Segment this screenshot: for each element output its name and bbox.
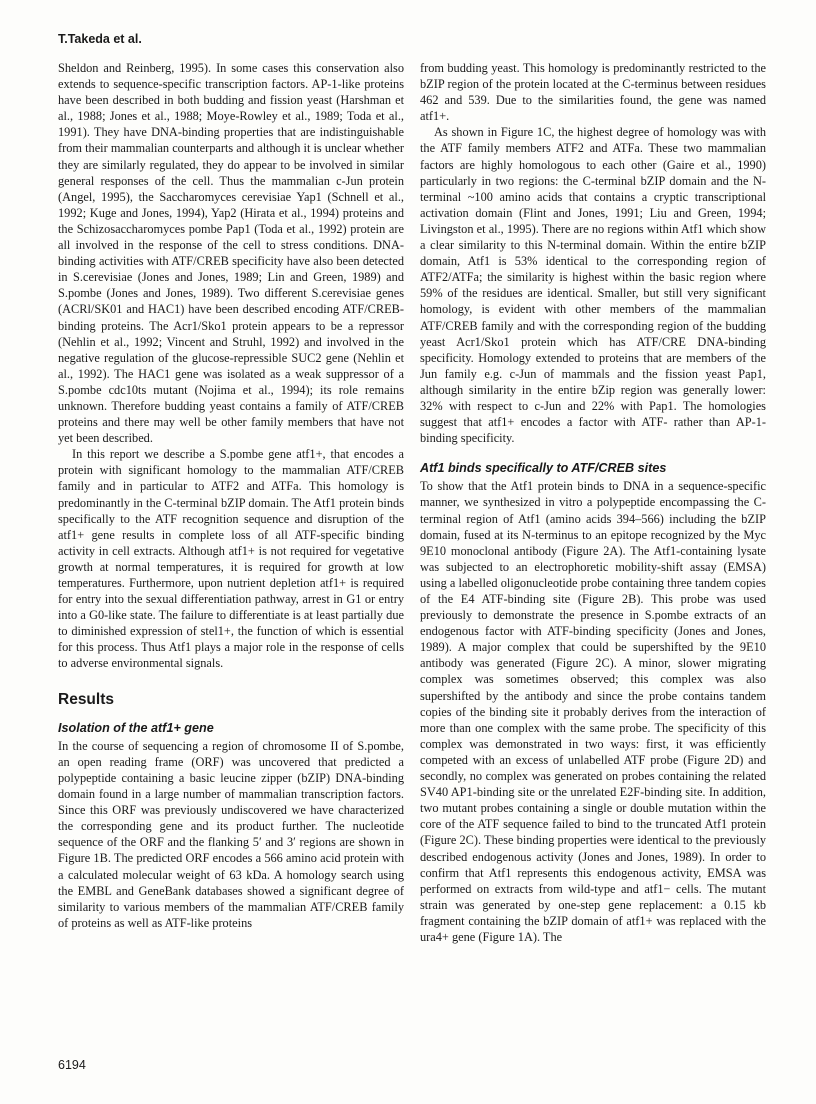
results-heading: Results <box>58 690 114 708</box>
intro-paragraph-1: Sheldon and Reinberg, 1995). In some cases this conservation also extends to sequence-specific transcription factors. AP-1-like proteins have been described in both budding and fission yeast (Harshman et al., 1988; Jones et al., 1988; Moye-Rowley et al., 1989; Toda et al., 1991). They have DNA-binding properties that are indistinguishable from their mammalian counterparts and although it is unclear whether they are similarly regulated, they do appear to be involved in similar general responses of the cell. Thus the mammalian c-Jun protein (Angel, 1995), the Saccharomyces cerevisiae Yap1 (Schnell et al., 1992; Kuge and Jones, 1994), Yap2 (Hirata et al., 1994) proteins and the Schizosaccharomyces pombe Pap1 (Toda et al., 1992) protein are all involved in the response of the cell to stress conditions. DNA-binding activities with ATF/CREB specificity have also been detected in S.cerevisiae (Jones and Jones, 1989; Lin and Green, 1989) and S.pombe (Jones and Jones, 1989). Two different S.cerevisiae genes (ACRl/SK01 and HAC1) have been described encoding ATF/CREB-binding proteins. The Acr1/Sko1 protein appears to be a repressor (Nehlin et al., 1992; Vincent and Struhl, 1992) and involved in the negative regulation of the glucose-repressible SUC2 gene (Nehlin et al., 1992). The HAC1 gene was isolated as a weak suppressor of a S.pombe cdc10ts mutant (Nojima et al., 1994); its role remains unknown. Therefore budding yeast contains a family of ATF/CREB proteins and there may well be other family members that have not yet been described. <box>58 61 404 446</box>
isolation-subheading: Isolation of the atf1+ gene <box>58 720 214 735</box>
isolation-paragraph: In the course of sequencing a region of chromosome II of S.pombe, an open reading frame (ORF) was uncovered that predicted a polypeptide containing a basic leucine zipper (bZIP) DNA-binding domain found in a large number of mammalian transcription factors. Since this ORF was previously undiscovered we have characterized the corresponding gene and its product further. The nucleotide sequence of the ORF and the flanking 5′ and 3′ regions are shown in Figure 1B. The predicted ORF encodes a 566 amino acid protein with a calculated molecular weight of 63 kDa. A homology search using the EMBL and GeneBank databases showed a significant degree of similarity to various members of the mammalian ATF/CREB family of proteins as well as ATF-like proteins <box>58 738 404 930</box>
right-column <box>420 60 766 945</box>
intro-paragraph-2: In this report we describe a S.pombe gene atf1+, that encodes a protein with significant homology to the mammalian ATF/CREB family and in particular to ATF2 and ATFa. This homology is predominantly in the C-terminal bZIP domain. The Atf1 protein binds specifically to the ATF recognition sequence and disruption of the atf1+ gene results in complete loss of all ATF-specific binding activity in cell extracts. Although atf1+ is not required for vegetative growth at normal temperatures, it is required for growth at low temperatures. Furthermore, upon nutrient depletion atf1+ is required for entry into the sexual differentiation pathway, arrest in G1 or entry into a G0-like state. The failure to differentiate is at least partially due to diminished expression of stel1+, the function of which is essential for this process. Thus Atf1 plays a major role in the response of cells to adverse environmental signals. <box>58 447 404 671</box>
continued-paragraph: from budding yeast. This homology is predominantly restricted to the bZIP region of the protein located at the C-terminus between residues 462 and 539. Due to the similarities found, the gene was named atf1+. <box>420 61 766 124</box>
page-number: 6194 <box>58 1058 86 1072</box>
left-column <box>58 60 404 931</box>
running-head: T.Takeda et al. <box>58 32 142 46</box>
binding-subheading: Atf1 binds specifically to ATF/CREB sites <box>420 461 667 476</box>
homology-paragraph: As shown in Figure 1C, the highest degree of homology was with the ATF family members ATF2 and ATFa. These two mammalian factors are highly homologous to each other (Gaire et al., 1990) particularly in two regions: the C-terminal bZIP domain and the N-terminal ~100 amino acids that contains a cryptic transcriptional activation domain (Flint and Jones, 1991; Liu and Green, 1994; Livingston et al., 1995). There are no regions within Atf1 which show a clear similarity to this N-terminal domain. Within the entire bZIP domain, Atf1 is 53% identical to the corresponding region of ATF2/ATFa; the similarity is highest within the basic region where 59% of the residues are identical. Smaller, but still very significant homology, is evident with other members of the mammalian ATF/CREB family and with the corresponding region of the budding yeast Acr1/Sko1 protein which has ATF/CRE DNA-binding specificity. Homology extended to proteins that are members of the Jun family e.g. c-Jun of mammals and the fission yeast Pap1, although similarity in the entire bZip region was generally lower: 32% with respect to c-Jun and 22% with Pap1. The homologies suggest that atf1+ encodes a factor with ATF- rather than AP-1-binding specificity. <box>420 125 766 446</box>
binding-paragraph: To show that the Atf1 protein binds to DNA in a sequence-specific manner, we synthesized in vitro a polypeptide encompassing the C-terminal region of Atf1 (amino acids 394–566) including the bZIP domain, fused at its N-terminus to an epitope recognized by the Myc 9E10 monoclonal antibody (Figure 2A). The Atf1-containing lysate was subjected to an electrophoretic mobility-shift assay (EMSA) using a labelled oligonucleotide probe containing three tandem copies of the E4 ATF-binding site (Figure 2B). This probe was used previously to demonstrate the presence in S.pombe extracts of an endogenous factor with ATF-binding specificity (Jones and Jones, 1989). A major complex that could be supershifted by the 9E10 antibody was generated (Figure 2C). A minor, slower migrating complex was sometimes observed; this complex was also supershifted by the antibody and since the probe contains tandem copies of the binding site it probably derives from the interaction of more than one complex with the same probe. The specificity of this complex was demonstrated in two ways: first, it was efficiently competed with an excess of unlabelled ATF probe (Figure 2D) and secondly, no complex was generated on probes containing the related SV40 AP1-binding site or the unrelated E2F-binding site. In addition, two mutant probes containing a single or double mutation within the core of the ATF sequence failed to bind to the truncated Atf1 protein (Figure 2C). These binding properties were identical to the previously described endogenous activity (Jones and Jones, 1989). In order to confirm that Atf1 represents this endogenous activity, EMSA was performed on extracts from wild-type and atf1− cells. The mutant strain was generated by one-step gene replacement: a 0.15 kb fragment containing the bZIP domain of atf1+ was replaced with the ura4+ gene (Figure 1A). The <box>420 479 766 944</box>
